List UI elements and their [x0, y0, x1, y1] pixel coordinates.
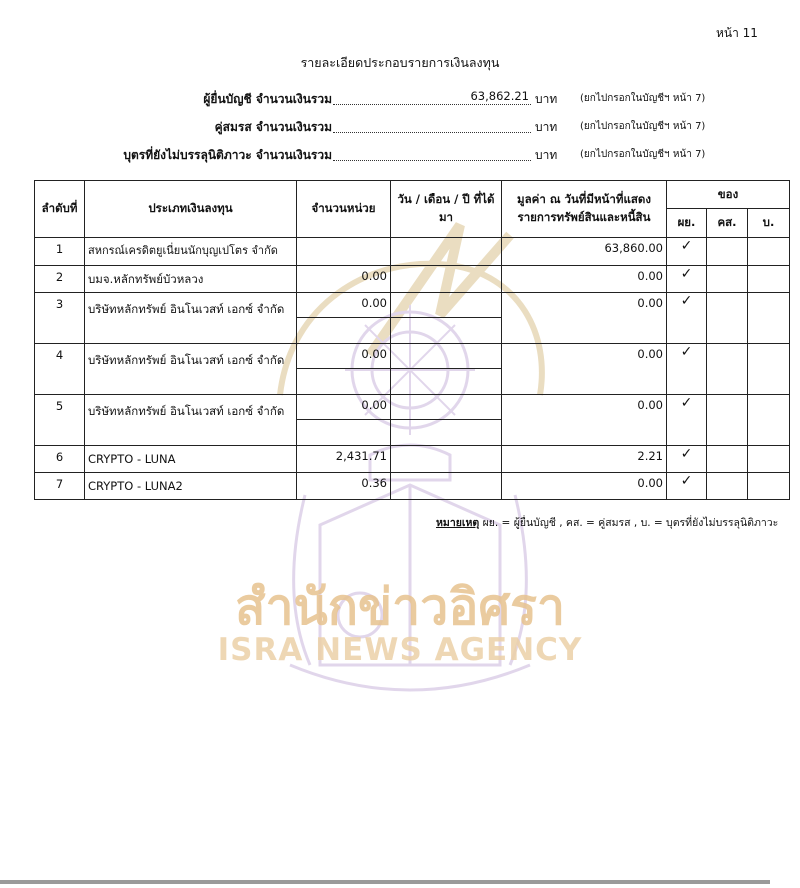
cell-value: 0.00: [502, 395, 667, 446]
summary-label: ผู้ยื่นบัญชี จำนวนเงินรวม: [203, 92, 332, 106]
summary-label: คู่สมรส จำนวนเงินรวม: [214, 120, 332, 134]
summary-note: (ยกไปกรอกในบัญชีฯ หน้า 7): [580, 93, 706, 104]
cell-type: บริษัทหลักทรัพย์ อินโนเวสท์ เอกซ์ จำกัด: [85, 293, 297, 344]
summary-unit: บาท: [535, 148, 558, 162]
cell-units: [297, 395, 391, 446]
cell-type: บริษัทหลักทรัพย์ อินโนเวสท์ เอกซ์ จำกัด: [85, 344, 297, 395]
cell-spouse: [707, 473, 748, 500]
cell-units: 0.00: [297, 266, 391, 293]
table-row: [35, 238, 790, 266]
header-owner: ของ: [667, 181, 790, 209]
table-row: [35, 344, 790, 395]
cell-value: 0.00: [502, 473, 667, 500]
cell-child: [748, 344, 790, 395]
cell-units: [297, 293, 391, 344]
summary-dotted-line: [333, 118, 531, 133]
cell-date: [391, 446, 502, 473]
cell-date-value: [391, 293, 501, 318]
header-type: ประเภทเงินลงทุน: [85, 181, 297, 238]
summary-dotted-line: [333, 90, 531, 105]
table-row: [35, 473, 790, 500]
cell-date: [391, 344, 502, 395]
watermark-thai: สำนักข่าวอิศรา: [234, 578, 566, 636]
cell-spouse: [707, 344, 748, 395]
table-row: [35, 293, 790, 344]
cell-date: [391, 238, 502, 266]
cell-no: 1: [35, 238, 85, 266]
summary-row-child: [0, 146, 800, 162]
investment-table: [34, 180, 790, 500]
watermark-english: ISRA NEWS AGENCY: [217, 632, 583, 668]
cell-child: [748, 446, 790, 473]
summary-note: (ยกไปกรอกในบัญชีฯ หน้า 7): [580, 149, 706, 160]
cell-type: บริษัทหลักทรัพย์ อินโนเวสท์ เอกซ์ จำกัด: [85, 395, 297, 446]
cell-value: 0.00: [502, 266, 667, 293]
cell-date: [391, 293, 502, 344]
cell-units-value: 0.00: [297, 395, 390, 420]
cell-child: [748, 238, 790, 266]
cell-no: 5: [35, 395, 85, 446]
header-date: วัน / เดือน / ปี ที่ได้มา: [391, 181, 502, 238]
check-icon: ✓: [667, 446, 707, 473]
summary-note: (ยกไปกรอกในบัญชีฯ หน้า 7): [580, 121, 706, 132]
cell-child: [748, 473, 790, 500]
summary-value: 63,862.21: [470, 89, 529, 103]
cell-spouse: [707, 446, 748, 473]
cell-no: 4: [35, 344, 85, 395]
cell-type: บมจ.หลักทรัพย์บัวหลวง: [85, 266, 297, 293]
cell-value: 63,860.00: [502, 238, 667, 266]
cell-type: CRYPTO - LUNA2: [85, 473, 297, 500]
cell-spouse: [707, 238, 748, 266]
cell-units: 2,431.71: [297, 446, 391, 473]
cell-spouse: [707, 266, 748, 293]
summary-dotted-line: [333, 146, 531, 161]
cell-date: [391, 473, 502, 500]
cell-date-value: [391, 344, 501, 369]
footnote-text: ผย. = ผู้ยื่นบัญชี , คส. = คู่สมรส , บ. = บุตรที่ยังไม่บรรลุนิติภาวะ: [482, 517, 779, 529]
check-icon: ✓: [667, 344, 707, 395]
cell-type: สหกรณ์เครดิตยูเนี่ยนนักบุญเปโตร จำกัด: [85, 238, 297, 266]
summary-unit: บาท: [535, 92, 558, 106]
check-icon: ✓: [667, 293, 707, 344]
cell-child: [748, 395, 790, 446]
summary-unit: บาท: [535, 120, 558, 134]
check-icon: ✓: [667, 473, 707, 500]
header-no: ลำดับที่: [35, 181, 85, 238]
summary-row-spouse: [0, 118, 800, 134]
cell-type: CRYPTO - LUNA: [85, 446, 297, 473]
check-icon: ✓: [667, 395, 707, 446]
cell-no: 2: [35, 266, 85, 293]
header-owner-self: ผย.: [667, 209, 707, 238]
cell-spouse: [707, 395, 748, 446]
cell-child: [748, 266, 790, 293]
header-value: มูลค่า ณ วันที่มีหน้าที่แสดงรายการทรัพย์สินและหนี้สิน: [502, 181, 667, 238]
page-number: หน้า 11: [716, 26, 758, 40]
cell-spouse: [707, 293, 748, 344]
cell-no: 6: [35, 446, 85, 473]
table-row: [35, 266, 790, 293]
cell-units: [297, 238, 391, 266]
cell-units: [297, 344, 391, 395]
header-owner-child: บ.: [748, 209, 790, 238]
header-owner-spouse: คส.: [707, 209, 748, 238]
cell-date-value: [391, 395, 501, 420]
cell-no: 3: [35, 293, 85, 344]
cell-no: 7: [35, 473, 85, 500]
cell-child: [748, 293, 790, 344]
footnote-label: หมายเหตุ: [436, 517, 480, 529]
cell-value: 0.00: [502, 293, 667, 344]
footnote: [436, 514, 778, 531]
table-row: [35, 446, 790, 473]
check-icon: ✓: [667, 266, 707, 293]
summary-row-filer: [0, 90, 800, 106]
cell-value: 0.00: [502, 344, 667, 395]
page-title: รายละเอียดประกอบรายการเงินลงทุน: [300, 55, 500, 70]
table-row: [35, 395, 790, 446]
cell-value: 2.21: [502, 446, 667, 473]
cell-units: 0.36: [297, 473, 391, 500]
cell-units-value: 0.00: [297, 293, 390, 318]
page-bottom-divider: [0, 880, 770, 884]
cell-date: [391, 395, 502, 446]
cell-date: [391, 266, 502, 293]
cell-units-value: 0.00: [297, 344, 390, 369]
header-units: จำนวนหน่วย: [297, 181, 391, 238]
check-icon: ✓: [667, 238, 707, 266]
summary-label: บุตรที่ยังไม่บรรลุนิติภาวะ จำนวนเงินรวม: [123, 148, 332, 162]
